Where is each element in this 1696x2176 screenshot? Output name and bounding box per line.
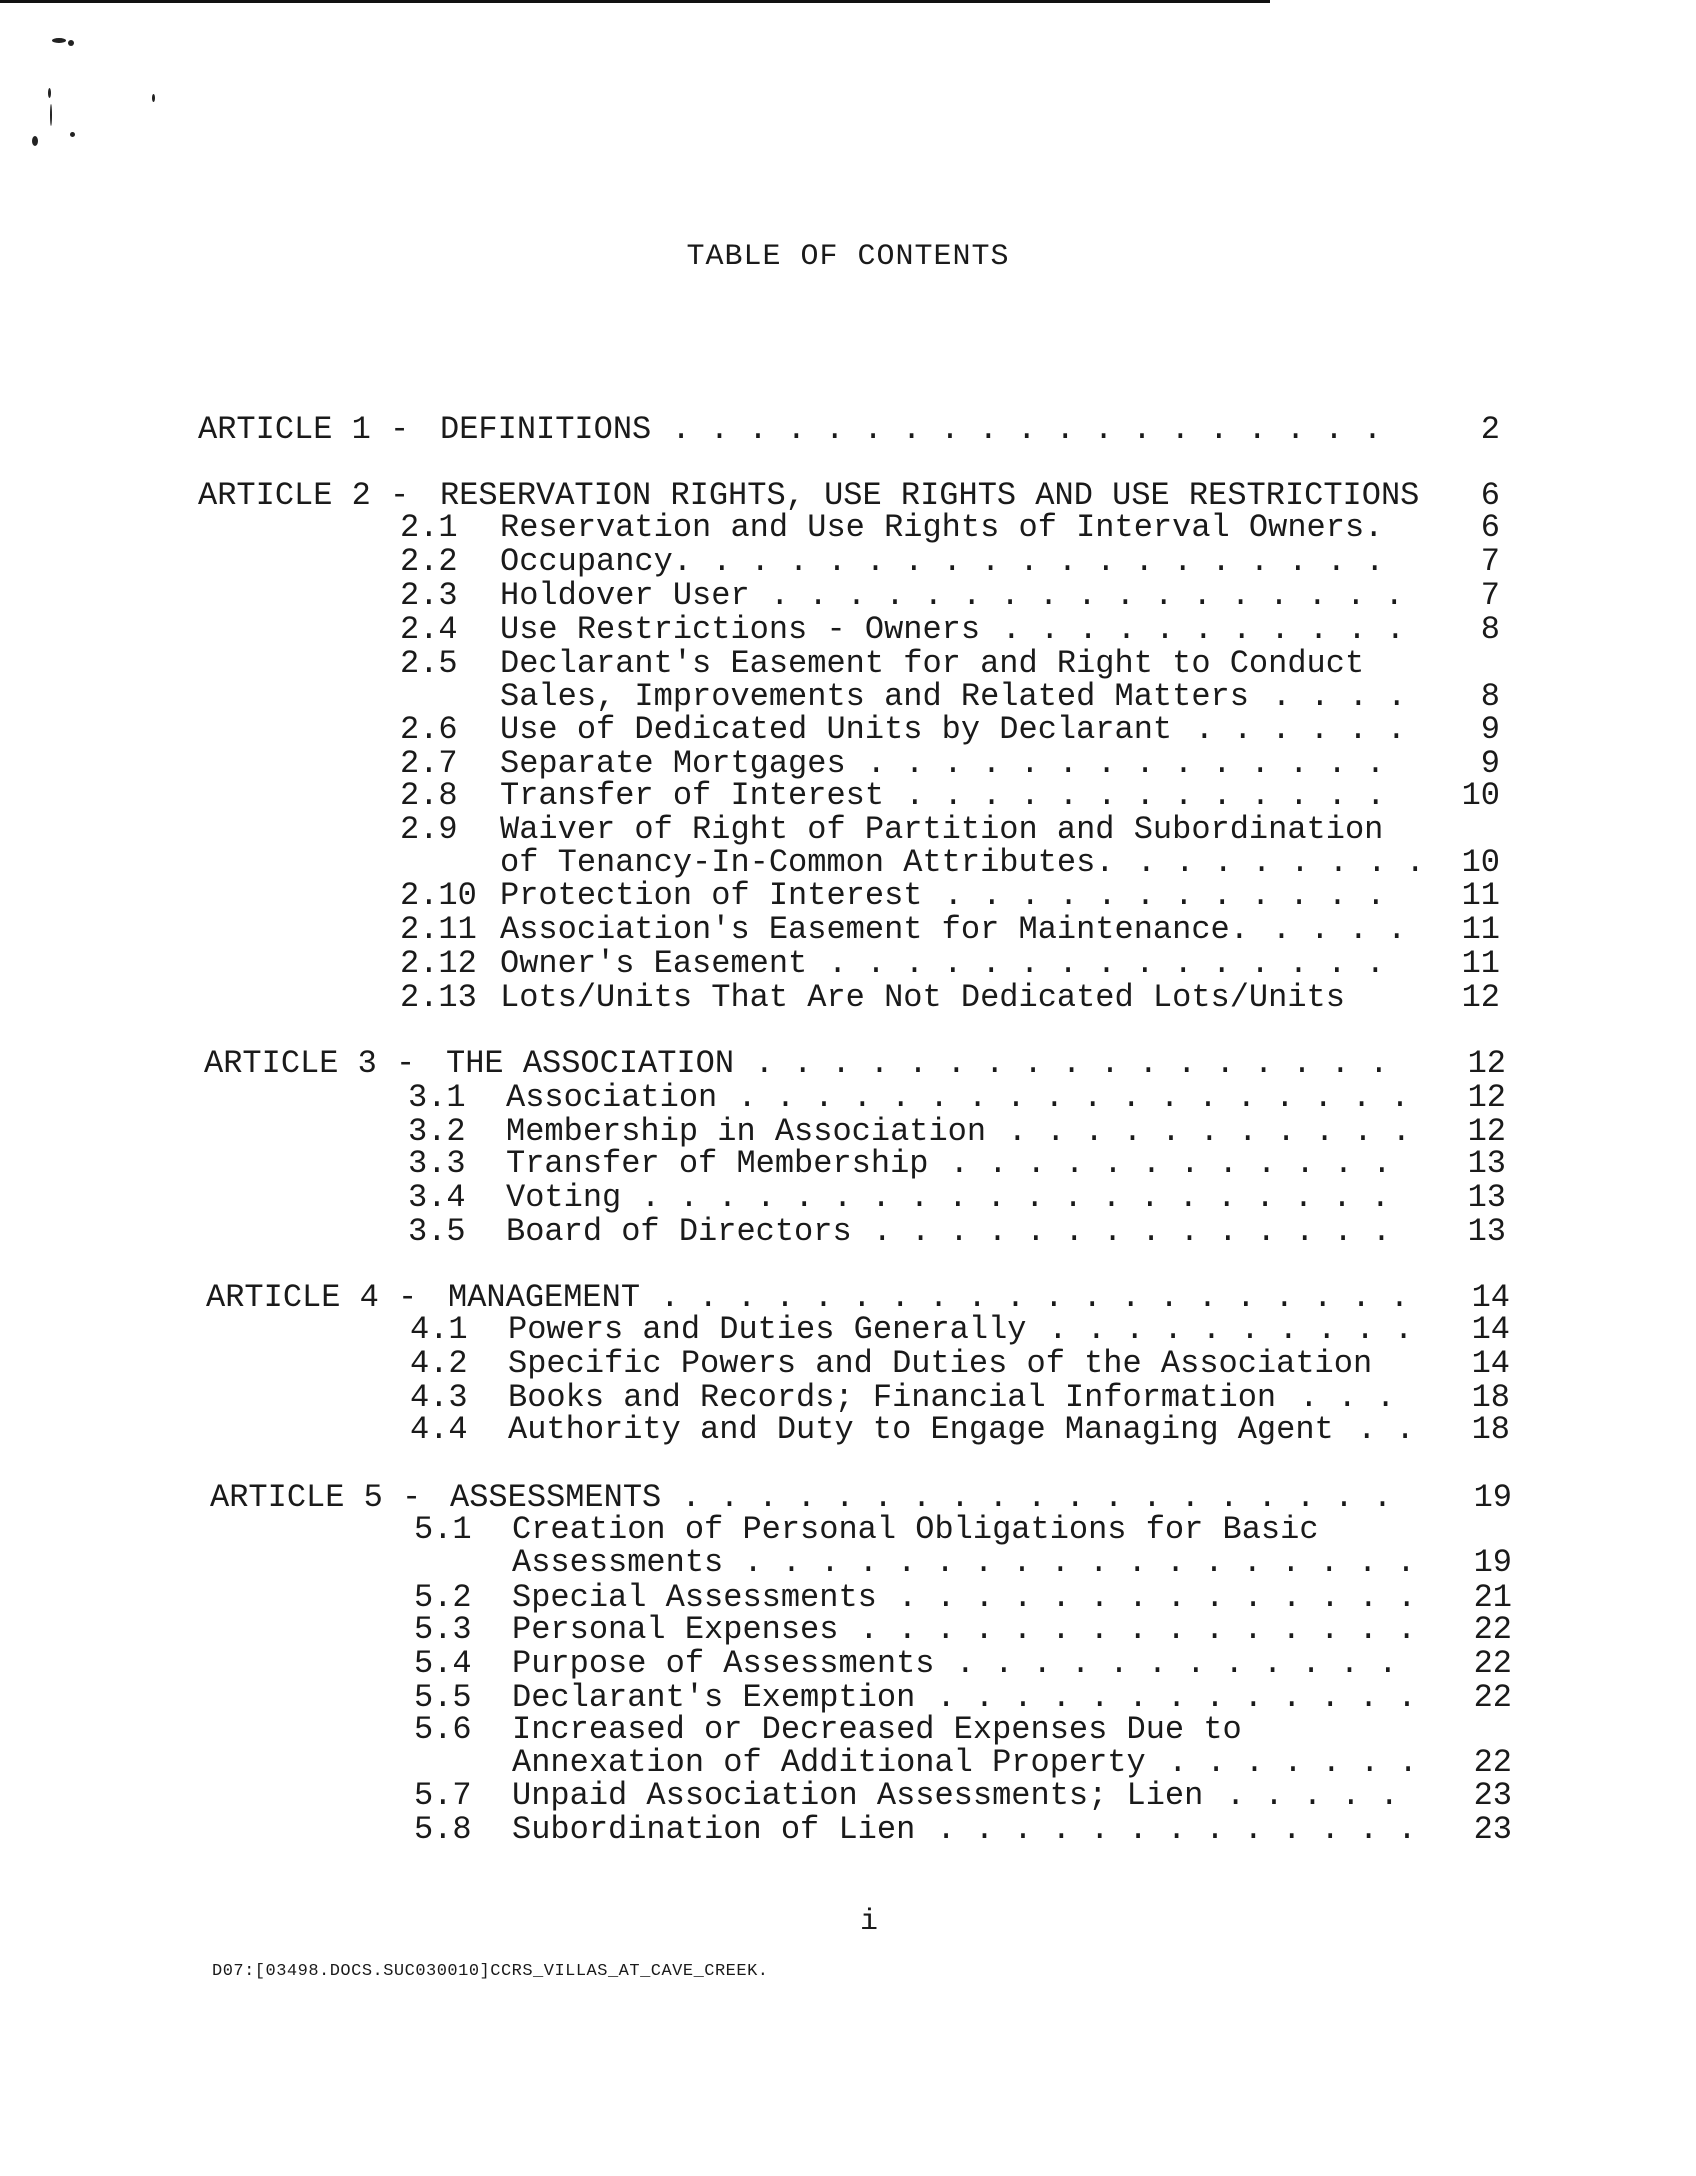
article-title: ASSESSMENTS [450, 1479, 662, 1516]
article-title: DEFINITIONS [440, 411, 652, 448]
section-title: Use of Dedicated Units by Declarant [500, 711, 1173, 748]
dot-leader: . . . . . . [1175, 711, 1406, 748]
page-ref: 19 [1473, 1544, 1512, 1581]
page-ref: 11 [1461, 877, 1500, 914]
scan-speck [68, 40, 74, 46]
page-ref: 21 [1473, 1579, 1512, 1616]
section-title: Use Restrictions - Owners [500, 611, 981, 648]
toc-section-continuation [0, 679, 1696, 715]
section-title: Personal Expenses [512, 1611, 839, 1648]
toc-section-entry [0, 1214, 1696, 1250]
page-ref: 23 [1473, 1811, 1512, 1848]
page-ref: 11 [1461, 911, 1500, 948]
toc-section-entry [0, 946, 1696, 982]
section-number: 4.2 [410, 1345, 468, 1382]
page-ref: 12 [1467, 1079, 1506, 1116]
page-ref: 6 [1480, 477, 1500, 514]
page-ref: 9 [1480, 745, 1500, 782]
page-ref: 8 [1480, 678, 1500, 715]
page-ref: 22 [1473, 1679, 1512, 1716]
toc-section-entry [0, 878, 1696, 914]
dot-leader: . . . . [1252, 678, 1407, 715]
toc-section-entry [0, 980, 1696, 1016]
dot-leader: . . . . . . . . . . . . . . . . . [735, 1045, 1389, 1082]
section-number: 5.1 [414, 1511, 472, 1548]
page-ref: 22 [1473, 1645, 1512, 1682]
toc-section-entry [0, 1346, 1696, 1382]
page-ref: 12 [1467, 1045, 1506, 1082]
section-title: Separate Mortgages [500, 745, 846, 782]
page-ref: 10 [1461, 777, 1500, 814]
section-title: Association's Easement for Maintenance. [500, 911, 1249, 948]
section-title: Specific Powers and Duties of the Association [508, 1345, 1373, 1382]
section-title: Creation of Personal Obligations for Basic [512, 1511, 1319, 1548]
section-title: Transfer of Membership [506, 1145, 929, 1182]
section-title: Increased or Decreased Expenses Due to [512, 1711, 1242, 1748]
dot-leader: . . . . . . . . . . . . [930, 1145, 1392, 1182]
toc-section-entry [0, 1646, 1696, 1682]
page-ref: 14 [1471, 1345, 1510, 1382]
toc-section-entry [0, 646, 1696, 682]
section-number: 2.8 [400, 777, 458, 814]
section-number: 4.1 [410, 1311, 468, 1348]
section-number: 5.4 [414, 1645, 472, 1682]
section-number: 3.1 [408, 1079, 466, 1116]
section-number: 2.11 [400, 911, 477, 948]
section-title: Special Assessments [512, 1579, 877, 1616]
section-number: 2.5 [400, 645, 458, 682]
page-ref: 19 [1473, 1479, 1512, 1516]
section-title: Membership in Association [506, 1113, 987, 1150]
section-number: 2.12 [400, 945, 477, 982]
section-number: 2.3 [400, 577, 458, 614]
dot-leader: . . . . . . . [1148, 1744, 1418, 1781]
section-title: Authority and Duty to Engage Managing Agent [508, 1411, 1334, 1448]
article-label: ARTICLE 1 - [198, 411, 410, 448]
page-title: TABLE OF CONTENTS [686, 240, 1010, 274]
toc-section-entry [0, 1080, 1696, 1116]
toc-section-entry [0, 1812, 1696, 1848]
section-number: 2.2 [400, 543, 458, 580]
section-number: 3.3 [408, 1145, 466, 1182]
section-title: Subordination of Lien [512, 1811, 916, 1848]
toc-article-entry [0, 412, 1696, 448]
section-number: 5.8 [414, 1811, 472, 1848]
article-title: THE ASSOCIATION [446, 1045, 735, 1082]
section-title: Association [506, 1079, 718, 1116]
section-number: 3.4 [408, 1179, 466, 1216]
page-ref: 13 [1467, 1145, 1506, 1182]
dot-leader: . . . . . . . . . . . . . . . . . . [718, 1079, 1410, 1116]
article-label: ARTICLE 3 - [204, 1045, 416, 1082]
page-number: i [860, 1905, 879, 1939]
dot-leader: . . . . . . . . . . . . . . . . . . . [652, 411, 1383, 448]
toc-section-entry [0, 1778, 1696, 1814]
page-ref: 13 [1467, 1213, 1506, 1250]
dot-leader: . . . . . . . . . . . . . . [878, 1579, 1417, 1616]
section-title: Declarant's Easement for and Right to Conduct [500, 645, 1365, 682]
dot-leader: . . . . . . . . . . . . . . [853, 1213, 1392, 1250]
section-number: 2.4 [400, 611, 458, 648]
section-number: 4.4 [410, 1411, 468, 1448]
section-title: Books and Records; Financial Information [508, 1379, 1277, 1416]
toc-section-entry [0, 544, 1696, 580]
dot-leader: . . . . . [1206, 1777, 1399, 1814]
section-title-continued: Assessments [512, 1544, 724, 1581]
article-label: ARTICLE 2 - [198, 477, 410, 514]
scan-speck [70, 132, 75, 137]
toc-section-entry [0, 1180, 1696, 1216]
section-title: Voting [506, 1179, 622, 1216]
dot-leader: . . . . . . . . . . . . [924, 877, 1386, 914]
toc-section-entry [0, 1512, 1696, 1548]
toc-section-entry [0, 778, 1696, 814]
dot-leader: . . . . . . . . . . . . . . . . . . [724, 1544, 1416, 1581]
dot-leader: . . . . . . . . . . . [988, 1113, 1411, 1150]
section-number: 2.13 [400, 979, 477, 1016]
scan-speck [52, 38, 66, 43]
section-title: Owner's Easement [500, 945, 808, 982]
section-number: 5.5 [414, 1679, 472, 1716]
page-ref: 18 [1471, 1411, 1510, 1448]
page-ref: 13 [1467, 1179, 1506, 1216]
section-title-continued: Annexation of Additional Property [512, 1744, 1146, 1781]
section-title-continued: Sales, Improvements and Related Matters [500, 678, 1249, 715]
scan-speck [152, 94, 155, 102]
toc-section-continuation [0, 1545, 1696, 1581]
section-title: Lots/Units That Are Not Dedicated Lots/Units [500, 979, 1345, 1016]
toc-section-continuation [0, 1745, 1696, 1781]
section-number: 4.3 [410, 1379, 468, 1416]
toc-section-entry [0, 912, 1696, 948]
dot-leader: . . . . . . . . . . . . . . . [808, 945, 1385, 982]
section-number: 5.7 [414, 1777, 472, 1814]
section-number: 2.10 [400, 877, 477, 914]
page-ref: 9 [1480, 711, 1500, 748]
section-number: 2.6 [400, 711, 458, 748]
toc-section-entry [0, 578, 1696, 614]
dot-leader: . . . . . . . . . . . . . . [847, 745, 1386, 782]
toc-section-entry [0, 812, 1696, 848]
page-ref: 22 [1473, 1744, 1512, 1781]
dot-leader: . . . . . . . . . . . [982, 611, 1405, 648]
dot-leader: . . . . . . . . . . . . . . . . . . . . [621, 1179, 1390, 1216]
page-ref: 8 [1480, 611, 1500, 648]
dot-leader: . . . . . . . . . . . . . [886, 777, 1386, 814]
dot-leader: . . . . . . . . [1117, 844, 1425, 881]
scan-speck [32, 136, 38, 146]
page-ref: 10 [1461, 844, 1500, 881]
section-title-continued: of Tenancy-In-Common Attributes. [500, 844, 1115, 881]
section-number: 3.5 [408, 1213, 466, 1250]
document-id: D07:[03498.DOCS.SUC030010]CCRS_VILLAS_AT_CAVE_CREEK. [212, 1962, 769, 1981]
section-number: 2.9 [400, 811, 458, 848]
section-number: 5.2 [414, 1579, 472, 1616]
page-ref: 14 [1471, 1311, 1510, 1348]
article-label: ARTICLE 5 - [210, 1479, 422, 1516]
section-title: Transfer of Interest [500, 777, 885, 814]
scan-speck [50, 104, 52, 126]
section-title: Reservation and Use Rights of Interval Owners. [500, 509, 1384, 546]
section-title: Declarant's Exemption [512, 1679, 916, 1716]
section-title: Powers and Duties Generally [508, 1311, 1027, 1348]
page-ref: 14 [1471, 1279, 1510, 1316]
section-number: 5.6 [414, 1711, 472, 1748]
page-ref: 6 [1480, 509, 1500, 546]
toc-section-entry [0, 712, 1696, 748]
page-ref: 22 [1473, 1611, 1512, 1648]
page-ref: 7 [1480, 543, 1500, 580]
dot-leader: . . . . . . . . . . . . . . . [840, 1611, 1417, 1648]
section-number: 2.7 [400, 745, 458, 782]
dot-leader: . . . . . . . . . . [1029, 1311, 1414, 1348]
page-ref: 23 [1473, 1777, 1512, 1814]
dot-leader: . . . . . . . . . . . . . [917, 1679, 1417, 1716]
dot-leader: . . . . . . . . . . . . . . . . . [750, 577, 1404, 614]
page-ref: 12 [1467, 1113, 1506, 1150]
dot-leader: . . . . . . . . . . . . [936, 1645, 1398, 1682]
section-title: Waiver of Right of Partition and Subordination [500, 811, 1384, 848]
page-ref: 7 [1480, 577, 1500, 614]
section-title: Purpose of Assessments [512, 1645, 935, 1682]
toc-section-entry [0, 1412, 1696, 1448]
toc-section-entry [0, 1146, 1696, 1182]
section-number: 5.3 [414, 1611, 472, 1648]
section-number: 2.1 [400, 509, 458, 546]
page-ref: 11 [1461, 945, 1500, 982]
toc-section-entry [0, 1612, 1696, 1648]
toc-section-continuation [0, 845, 1696, 881]
article-label: ARTICLE 4 - [206, 1279, 418, 1316]
dot-leader: . . . . . . . . . . . . . [917, 1811, 1417, 1848]
toc-section-entry [0, 1712, 1696, 1748]
top-edge-rule [0, 0, 1270, 3]
section-number: 3.2 [408, 1113, 466, 1150]
dot-leader: . . [1337, 1411, 1415, 1448]
toc-section-entry [0, 510, 1696, 546]
dot-leader: . . . . [1252, 911, 1407, 948]
toc-article-entry [0, 1046, 1696, 1082]
page-ref: 12 [1461, 979, 1500, 1016]
dot-leader: . . . . . . . . . . . . . . . . . . . [662, 1479, 1393, 1516]
scan-speck [48, 88, 51, 98]
section-title: Unpaid Association Assessments; Lien [512, 1777, 1204, 1814]
dot-leader: . . . . . . . . . . . . . . . . . . . . [641, 1279, 1410, 1316]
page-ref: 2 [1480, 411, 1500, 448]
toc-section-entry [0, 612, 1696, 648]
page-ref: 18 [1471, 1379, 1510, 1416]
toc-section-entry [0, 1312, 1696, 1348]
article-title: MANAGEMENT [448, 1279, 641, 1316]
section-title: Occupancy. [500, 543, 693, 580]
article-title: RESERVATION RIGHTS, USE RIGHTS AND USE RESTRICTIONS [440, 477, 1420, 514]
dot-leader: . . . . . . . . . . . . . . . . . . [693, 543, 1385, 580]
dot-leader: . . . [1280, 1379, 1396, 1416]
section-title: Protection of Interest [500, 877, 923, 914]
section-title: Board of Directors [506, 1213, 852, 1250]
section-title: Holdover User [500, 577, 750, 614]
